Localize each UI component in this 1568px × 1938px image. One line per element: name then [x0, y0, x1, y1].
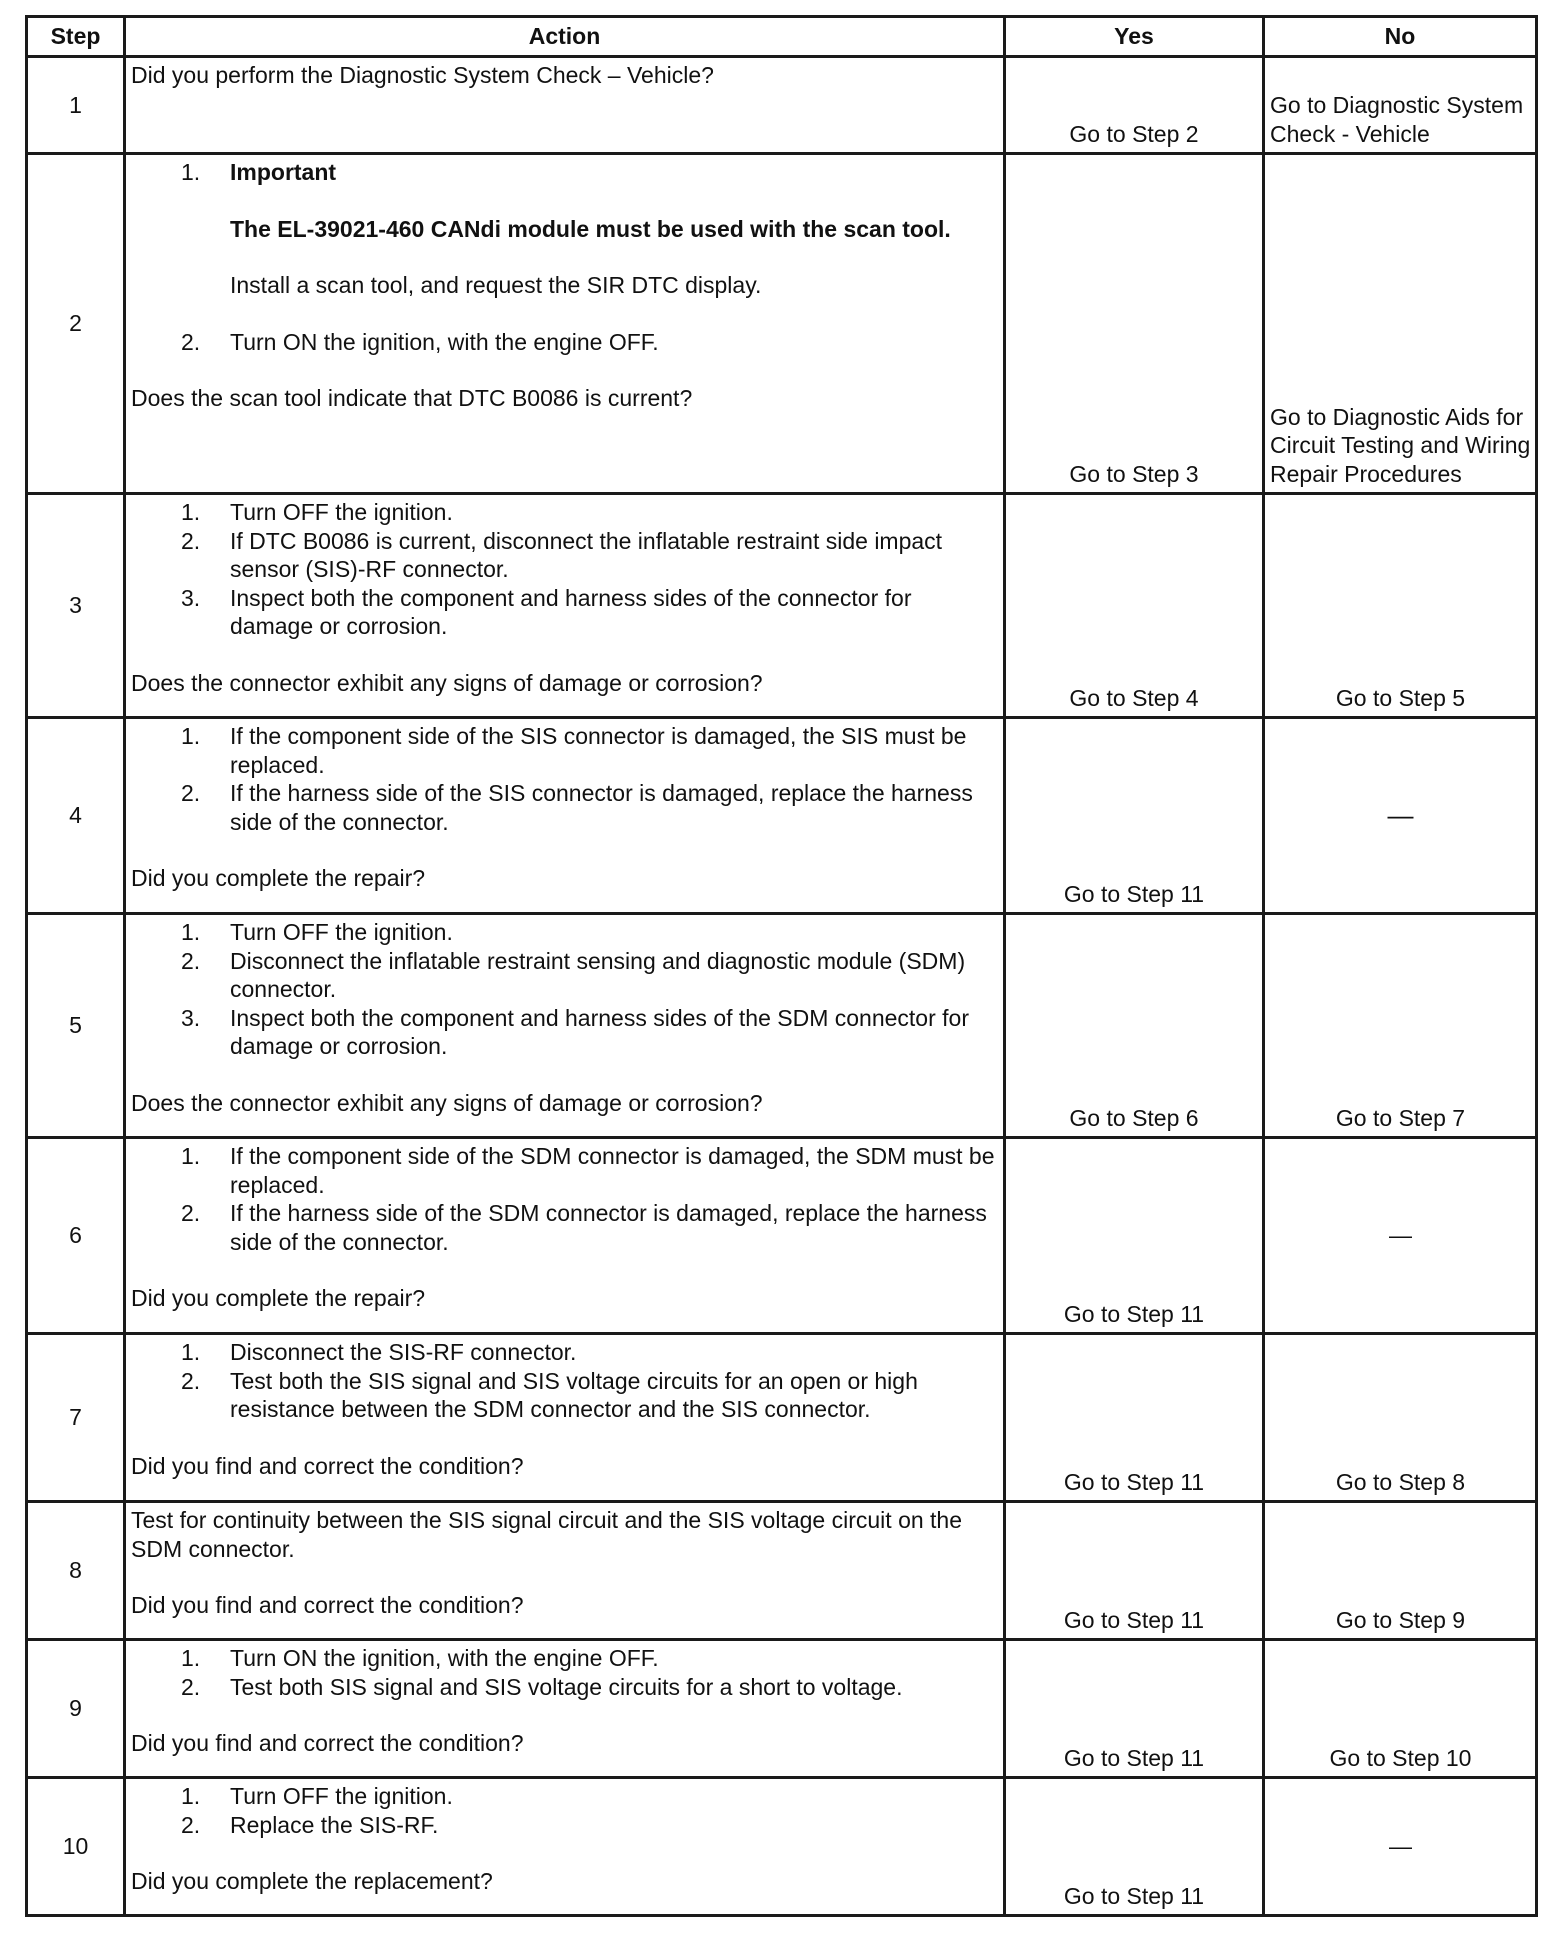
action-step-item: 3. Inspect both the component and harness sides of the connector for damage or corrosion. — [181, 584, 912, 639]
action-step-item: 1. Disconnect the SIS-RF connector. — [181, 1339, 577, 1365]
yes-cell: Go to Step 2 — [1005, 57, 1264, 154]
action-steps — [131, 722, 999, 836]
yes-cell: Go to Step 3 — [1005, 154, 1264, 494]
action-step-item: 2. Turn ON the ignition, with the engine OFF. — [181, 328, 659, 355]
diagnostic-table — [25, 15, 1538, 1917]
step-number: 10 — [27, 1778, 125, 1916]
action-step-item: 1. If the component side of the SDM connector is damaged, the SDM must be replaced. — [181, 1143, 995, 1198]
no-cell: Go to Diagnostic System Check - Vehicle — [1264, 57, 1537, 154]
important-note: The EL-39021-460 CANdi module must be used with the scan tool. — [230, 215, 951, 242]
step-number: 2 — [27, 154, 125, 494]
table-row — [27, 1334, 1537, 1502]
action-step-item: 2. If the harness side of the SIS connector is damaged, replace the harness side of the connector. — [181, 780, 973, 835]
table-row — [27, 154, 1537, 494]
action-question: Did you find and correct the condition? — [131, 1592, 524, 1618]
action-step-item: 1. Turn OFF the ignition. — [181, 499, 453, 525]
no-cell: Go to Diagnostic Aids for Circuit Testing and Wiring Repair Procedures — [1264, 154, 1537, 494]
step-number: 9 — [27, 1640, 125, 1778]
action-intro: Test for continuity between the SIS signal circuit and the SIS voltage circuit on the SDM connector. — [131, 1507, 963, 1562]
action-question: Did you find and correct the condition? — [131, 1452, 524, 1479]
step-number: 5 — [27, 914, 125, 1138]
action-question: Did you find and correct the condition? — [131, 1730, 524, 1756]
no-cell: Go to Step 9 — [1264, 1502, 1537, 1640]
action-question: Did you complete the replacement? — [131, 1868, 493, 1894]
action-cell — [125, 1640, 1005, 1778]
header-action: Action — [125, 17, 1005, 57]
no-cell: — — [1264, 1778, 1537, 1916]
no-cell: — — [1264, 718, 1537, 914]
table-row — [27, 914, 1537, 1138]
action-cell — [125, 1778, 1005, 1916]
table-row — [27, 57, 1537, 154]
action-steps — [131, 158, 999, 356]
yes-cell: Go to Step 6 — [1005, 914, 1264, 1138]
yes-cell: Go to Step 11 — [1005, 1138, 1264, 1334]
action-cell — [125, 1334, 1005, 1502]
action-cell — [125, 914, 1005, 1138]
action-cell — [125, 1138, 1005, 1334]
important-heading: Important — [230, 159, 337, 185]
action-question: Did you complete the repair? — [131, 865, 426, 891]
action-steps — [131, 918, 999, 1061]
yes-cell: Go to Step 11 — [1005, 1778, 1264, 1916]
action-cell — [125, 718, 1005, 914]
step-number: 1 — [27, 57, 125, 154]
step-number: 3 — [27, 494, 125, 718]
action-step-item: 1. Turn OFF the ignition. — [181, 919, 453, 945]
action-steps — [131, 498, 999, 641]
action-cell — [125, 154, 1005, 494]
action-steps — [131, 1338, 999, 1424]
action-step-item: 1. If the component side of the SIS connector is damaged, the SIS must be replaced. — [181, 723, 967, 778]
action-step-item: 1. Turn ON the ignition, with the engine OFF. — [181, 1645, 659, 1671]
step-number: 6 — [27, 1138, 125, 1334]
action-steps — [131, 1644, 999, 1701]
yes-cell: Go to Step 11 — [1005, 1334, 1264, 1502]
action-step-item: 2. If the harness side of the SDM connector is damaged, replace the harness side of the connector. — [181, 1200, 987, 1255]
action-question: Does the connector exhibit any signs of damage or corrosion? — [131, 1089, 763, 1116]
action-step-item: 2. Test both the SIS signal and SIS voltage circuits for an open or high resistance between the SDM connector and the SIS connector. — [181, 1367, 918, 1422]
yes-cell: Go to Step 11 — [1005, 718, 1264, 914]
table-row — [27, 1138, 1537, 1334]
action-step-item: 1. Important The EL-39021-460 CANdi module must be used with the scan tool. Install a scan tool, and request the SIR DTC display. — [131, 158, 999, 328]
action-step-item: 1. Turn OFF the ignition. — [181, 1783, 453, 1809]
action-step-item: 2. If DTC B0086 is current, disconnect the inflatable restraint side impact sensor (SIS)-RF connector. — [181, 527, 943, 582]
diagnostic-table-wrapper — [25, 15, 1535, 1917]
step-number: 7 — [27, 1334, 125, 1502]
action-question: Does the scan tool indicate that DTC B0086 is current? — [131, 385, 693, 411]
no-cell: Go to Step 10 — [1264, 1640, 1537, 1778]
header-row — [27, 17, 1537, 57]
step-number: 4 — [27, 718, 125, 914]
table-row — [27, 718, 1537, 914]
action-steps — [131, 1782, 999, 1839]
action-steps — [131, 1142, 999, 1256]
action-cell — [125, 57, 1005, 154]
header-no: No — [1264, 17, 1537, 57]
table-row — [27, 1640, 1537, 1778]
no-cell: Go to Step 5 — [1264, 494, 1537, 718]
action-step-item: 2. Disconnect the inflatable restraint sensing and diagnostic module (SDM) connector. — [181, 947, 966, 1002]
yes-cell: Go to Step 11 — [1005, 1502, 1264, 1640]
action-cell — [125, 494, 1005, 718]
no-cell: Go to Step 8 — [1264, 1334, 1537, 1502]
yes-cell: Go to Step 4 — [1005, 494, 1264, 718]
no-cell: Go to Step 7 — [1264, 914, 1537, 1138]
table-row — [27, 494, 1537, 718]
table-row — [27, 1502, 1537, 1640]
step-number: 8 — [27, 1502, 125, 1640]
yes-cell: Go to Step 11 — [1005, 1640, 1264, 1778]
action-intro: Did you perform the Diagnostic System Check – Vehicle? — [131, 62, 714, 88]
header-yes: Yes — [1005, 17, 1264, 57]
action-cell — [125, 1502, 1005, 1640]
no-cell: — — [1264, 1138, 1537, 1334]
header-step: Step — [27, 17, 125, 57]
action-question: Does the connector exhibit any signs of damage or corrosion? — [131, 669, 763, 696]
action-step-item: 2. Test both SIS signal and SIS voltage circuits for a short to voltage. — [181, 1673, 903, 1700]
action-step-item: 2. Replace the SIS-RF. — [181, 1811, 439, 1838]
action-question: Did you complete the repair? — [131, 1285, 426, 1311]
sub-instruction: Install a scan tool, and request the SIR DTC display. — [230, 272, 762, 298]
table-row — [27, 1778, 1537, 1916]
action-step-item: 3. Inspect both the component and harness sides of the SDM connector for damage or corrosion. — [181, 1004, 969, 1059]
